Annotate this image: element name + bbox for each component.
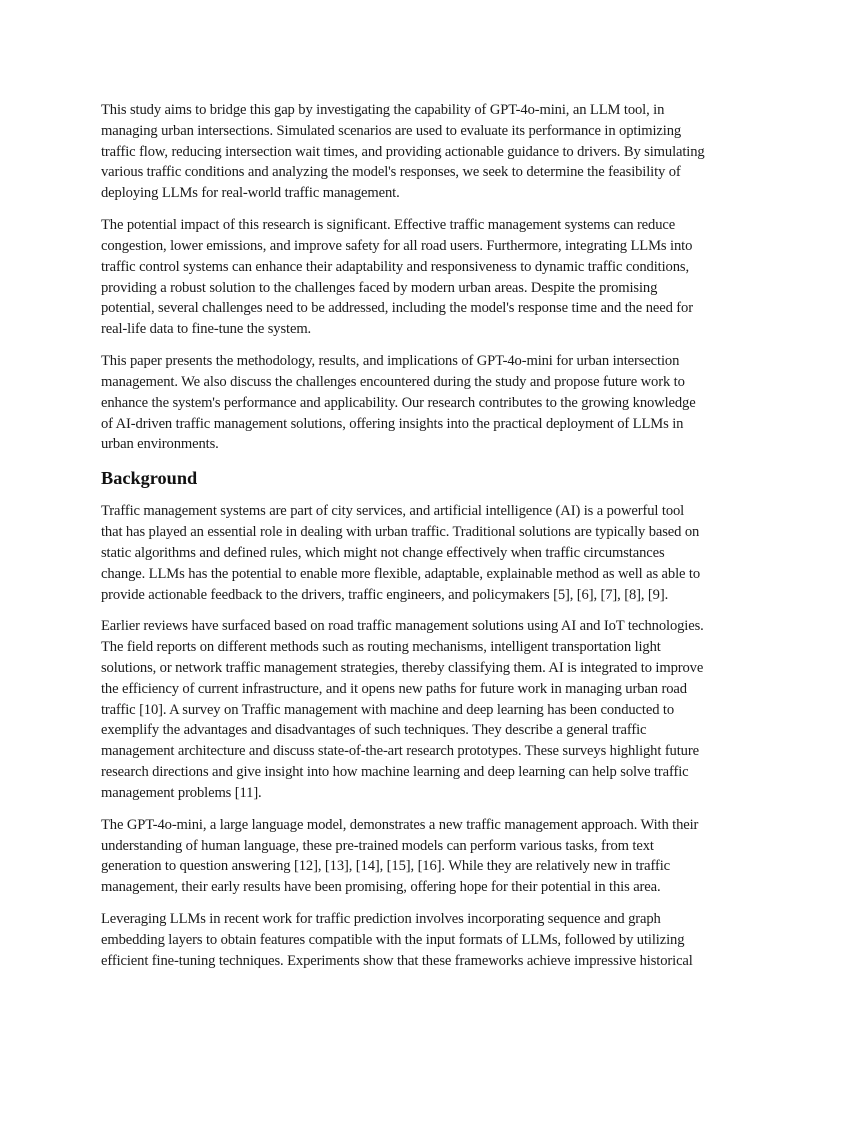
text-line: change. LLMs has the potential to enable more flexible, adaptable, explainable method as well as able to — [101, 565, 701, 582]
text-line: potential, several challenges need to be addressed, including the model's response time and the need for — [101, 300, 693, 317]
text-line: generation to question answering [12], [13], [14], [15], [16]. While they are relatively new in traffic — [101, 858, 671, 875]
text-line: traffic control systems can enhance their adaptability and responsiveness to dynamic traffic conditions, — [101, 258, 689, 275]
paragraph-intro-2 — [101, 215, 766, 340]
text-line: management. We also discuss the challenges encountered during the study and propose future work to — [101, 373, 685, 390]
section-heading-background: Background — [101, 468, 198, 489]
paragraph-background-2 — [101, 616, 766, 803]
text-line: The GPT-4o-mini, a large language model, demonstrates a new traffic management approach. With their — [101, 816, 699, 833]
text-line: urban environments. — [101, 436, 219, 453]
text-line: Traffic management systems are part of city services, and artificial intelligence (AI) is a powerful tool — [101, 503, 685, 520]
paragraph-intro-1 — [101, 100, 766, 204]
text-line: traffic flow, reducing intersection wait times, and providing actionable guidance to drivers. By simulating — [101, 143, 705, 160]
text-line: managing urban intersections. Simulated scenarios are used to evaluate its performance in optimizing — [101, 122, 682, 139]
paragraph-background-4 — [101, 909, 766, 971]
text-line: solutions, or network traffic management strategies, thereby classifying them. AI is integrated to improve — [101, 660, 704, 677]
text-line: management, their early results have been promising, offering hope for their potential in this area. — [101, 879, 661, 896]
text-line: This study aims to bridge this gap by investigating the capability of GPT-4o-mini, an LLM tool, in — [101, 102, 665, 118]
text-line: of AI-driven traffic management solutions, offering insights into the practical deployment of LLMs in — [101, 415, 684, 432]
paragraph-background-1 — [101, 501, 766, 605]
text-line: deploying LLMs for real-world traffic management. — [101, 185, 400, 202]
text-line: enhance the system's performance and applicability. Our research contributes to the growing knowledge — [101, 394, 696, 411]
text-line: traffic [10]. A survey on Traffic management with machine and deep learning has been conducted to — [101, 701, 675, 718]
text-line: static algorithms and defined rules, which might not change effectively when traffic circumstances — [101, 544, 665, 561]
text-line: The potential impact of this research is significant. Effective traffic management systems can reduce — [101, 217, 676, 234]
text-line: various traffic conditions and analyzing the model's responses, we seek to determine the feasibility of — [101, 164, 681, 181]
text-line: efficient fine-tuning techniques. Experiments show that these frameworks achieve impressive historical — [101, 952, 693, 969]
text-line: embedding layers to obtain features compatible with the input formats of LLMs, followed by utilizing — [101, 932, 685, 949]
text-line: The field reports on different methods such as routing mechanisms, intelligent transportation light — [101, 639, 661, 656]
text-line: exemplify the advantages and disadvantages of such techniques. They describe a general traffic — [101, 722, 647, 739]
text-line: providing a robust solution to the challenges faced by modern urban areas. Despite the promising — [101, 279, 658, 296]
text-line: provide actionable feedback to the drivers, traffic engineers, and policymakers [5], [6], [7], [8], [9]. — [101, 586, 669, 603]
text-line: management architecture and discuss state-of-the-art research prototypes. These surveys highlight future — [101, 743, 699, 760]
page-content — [101, 100, 766, 983]
text-line: understanding of human language, these pre-trained models can perform various tasks, from text — [101, 837, 654, 854]
text-line: that has played an essential role in dealing with urban traffic. Traditional solutions are typically based on — [101, 524, 700, 541]
text-line: the efficiency of current infrastructure, and it opens new paths for future work in managing urban road — [101, 680, 687, 697]
text-line: management problems [11]. — [101, 784, 262, 801]
text-line: real-life data to fine-tune the system. — [101, 321, 312, 338]
paragraph-background-3 — [101, 815, 766, 898]
text-line: congestion, lower emissions, and improve safety for all road users. Furthermore, integrating LLMs into — [101, 237, 693, 254]
text-line: Earlier reviews have surfaced based on road traffic management solutions using AI and IoT technologies. — [101, 618, 704, 635]
text-line: research directions and give insight into how machine learning and deep learning can help solve traffic — [101, 764, 689, 781]
text-line: This paper presents the methodology, results, and implications of GPT-4o-mini for urban intersection — [101, 353, 680, 370]
text-line: Leveraging LLMs in recent work for traffic prediction involves incorporating sequence and graph — [101, 911, 661, 928]
paragraph-intro-3 — [101, 351, 766, 455]
